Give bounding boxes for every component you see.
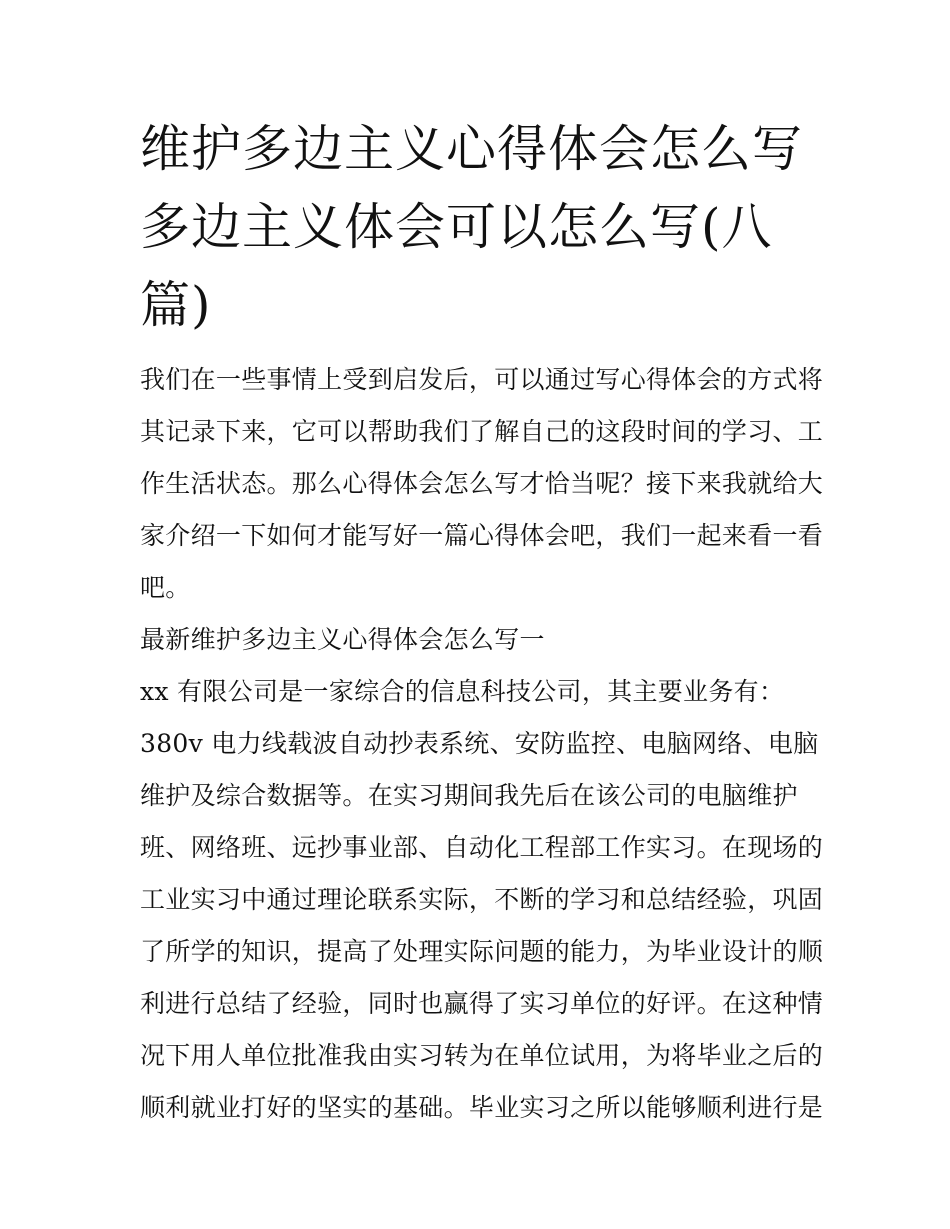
intro-line: 我们在一些事情上受到启发后，可以通过写心得体会的方式将 (140, 365, 824, 394)
intro-line: 作生活状态。那么心得体会怎么写才恰当呢？接下来我就给大 (140, 469, 824, 498)
body-paragraph (140, 666, 824, 1134)
body-line: 了所学的知识，提高了处理实际问题的能力，为毕业设计的顺 (140, 937, 824, 966)
intro-line: 其记录下来，它可以帮助我们了解自己的这段时间的学习、工 (140, 417, 824, 446)
body-line: 况下用人单位批准我由实习转为在单位试用，为将毕业之后的 (140, 1041, 824, 1070)
section-heading-text: 最新维护多边主义心得体会怎么写一 (140, 625, 545, 654)
title-line: 多边主义体会可以怎么写(八 (140, 198, 773, 256)
body-line: 班、网络班、远抄事业部、自动化工程部工作实习。在现场的 (140, 833, 824, 862)
body-line: 380v 电力线载波自动抄表系统、安防监控、电脑网络、电脑 (140, 729, 819, 758)
body-line: xx 有限公司是一家综合的信息科技公司，其主要业务有： (140, 677, 785, 706)
body-line: 工业实习中通过理论联系实际，不断的学习和总结经验，巩固 (140, 885, 824, 914)
intro-paragraph (140, 354, 824, 614)
intro-line: 吧。 (140, 573, 191, 602)
document-page (140, 110, 824, 1134)
body-line: 利进行总结了经验，同时也赢得了实习单位的好评。在这种情 (140, 989, 824, 1018)
intro-line: 家介绍一下如何才能写好一篇心得体会吧，我们一起来看一看 (140, 521, 824, 550)
title-line: 维护多边主义心得体会怎么写 (140, 120, 803, 178)
body-line: 顺利就业打好的坚实的基础。毕业实习之所以能够顺利进行是 (140, 1093, 824, 1122)
document-title (140, 110, 812, 344)
body-line: 维护及综合数据等。在实习期间我先后在该公司的电脑维护 (140, 781, 798, 810)
section-heading (140, 614, 812, 666)
title-line: 篇) (140, 276, 212, 334)
